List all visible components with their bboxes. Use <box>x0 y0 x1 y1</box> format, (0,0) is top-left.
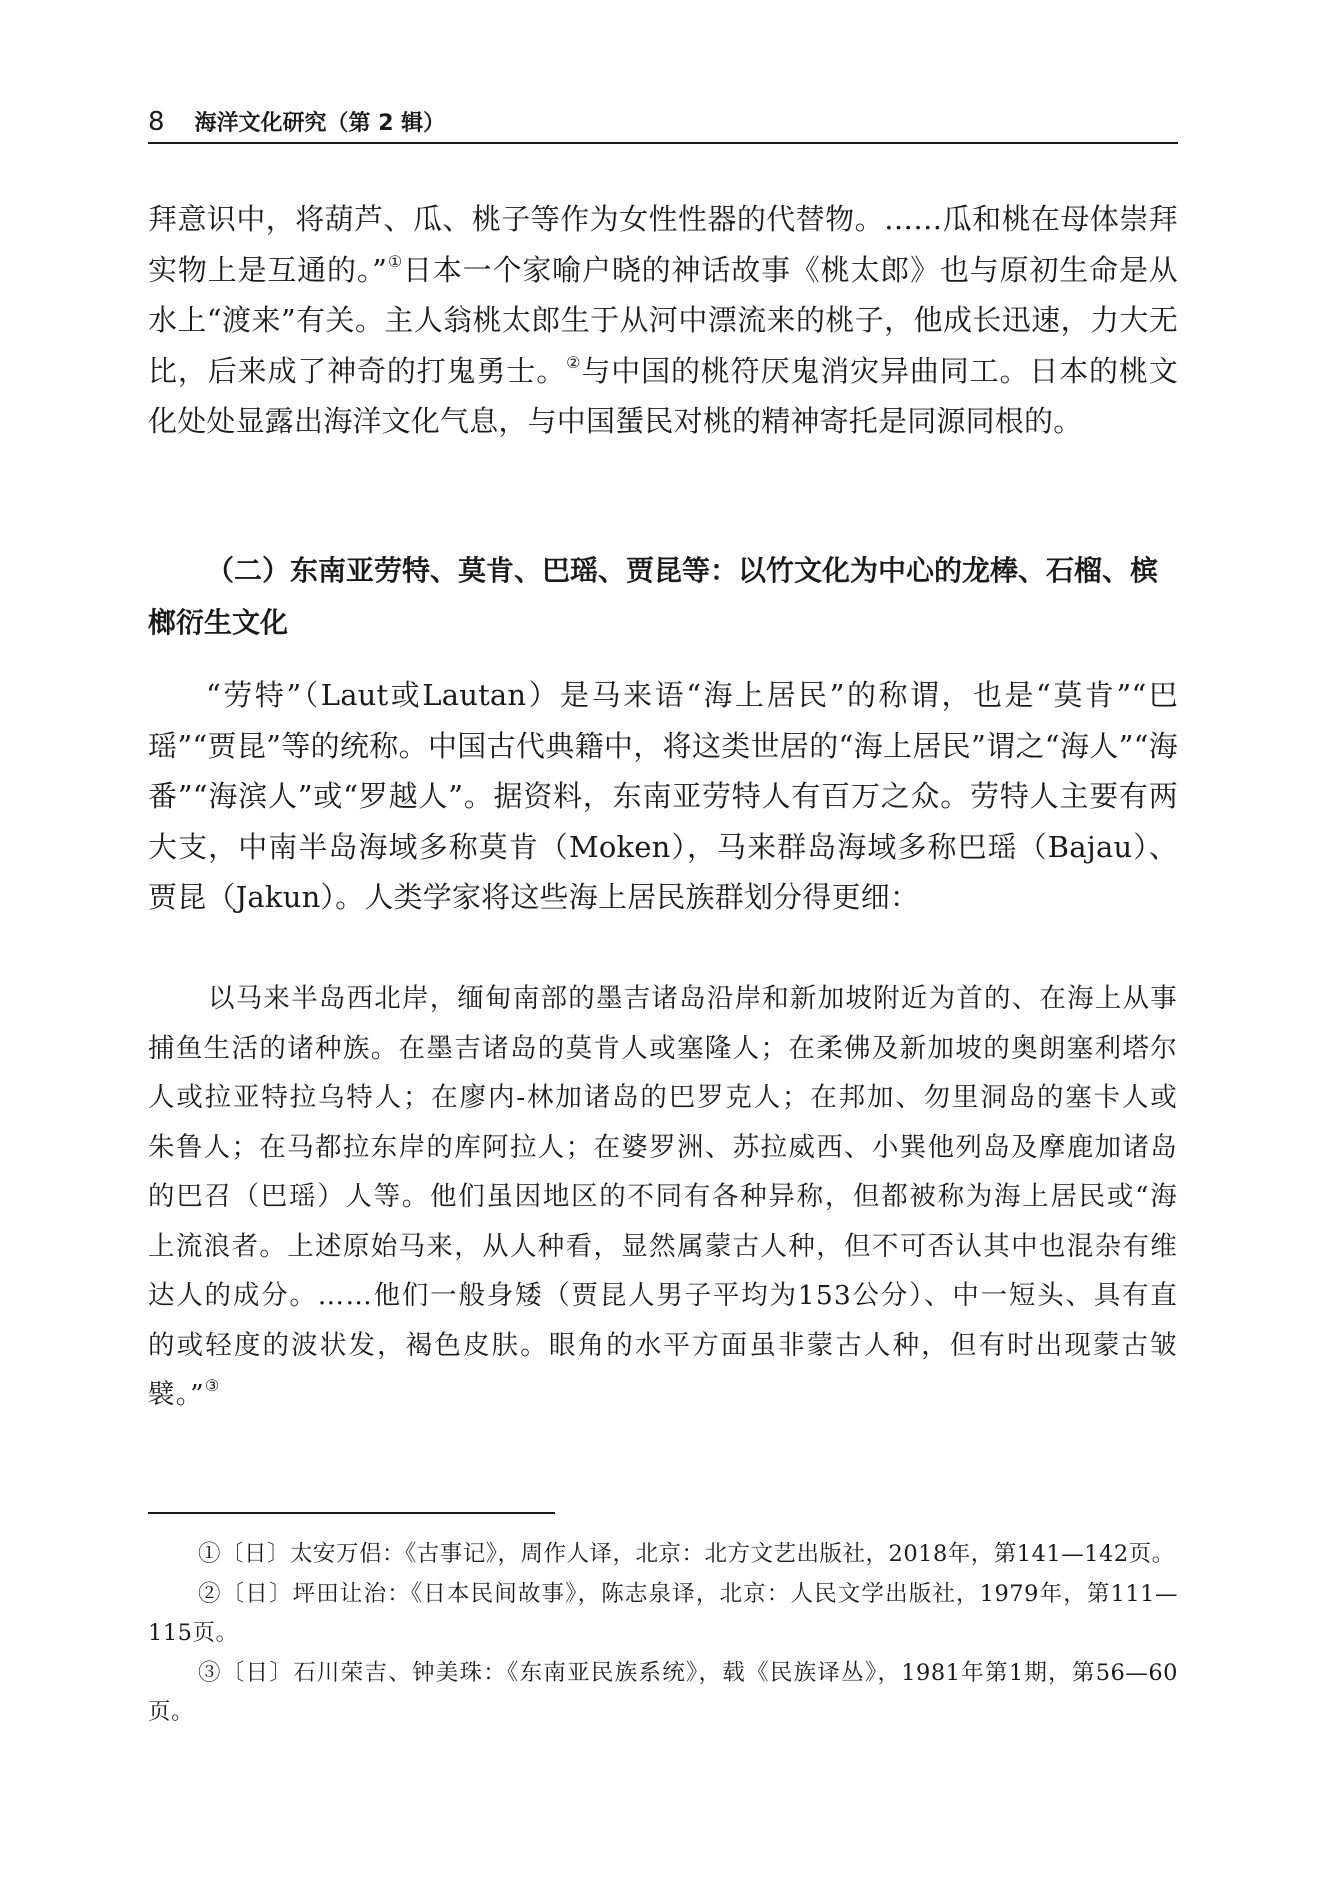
paragraph-1-segment-3: 与中国的桃符厌鬼消灾异曲同工。日本的桃文化处处显露出海洋文化气息，与中国蜑民对桃的精神寄托是同源同根的。 <box>148 353 1178 438</box>
block-quote-text: 以马来半岛西北岸，缅甸南部的墨吉诸岛沿岸和新加坡附近为首的、在海上从事捕鱼生活的诸种族。在墨吉诸岛的莫肯人或塞隆人；在柔佛及新加坡的奥朗塞利塔尔人或拉亚特拉乌特人；在廖内-林加诸岛的巴罗克人；在邦加、勿里洞岛的塞卡人或朱鲁人；在马都拉东岸的库阿拉人；在婆罗洲、苏拉威西、小巽他列岛及摩鹿加诸岛的巴召（巴瑶）人等。他们虽因地区的不同有各种异称，但都被称为海上居民或“海上流浪者。上述原始马来，从人种看，显然属蒙古人种，但不可否认其中也混杂有维达人的成分。……他们一般身矮（贾昆人男子平均为153公分）、中一短头、具有直的或轻度的波状发，褐色皮肤。眼角的水平方面虽非蒙古人种，但有时出现蒙古皱襞。” <box>148 983 1178 1410</box>
footnote-ref-3[interactable]: ③ <box>204 1376 221 1396</box>
block-quote <box>148 974 1178 1420</box>
footnote-ref-1[interactable]: ① <box>387 251 403 271</box>
running-title: 海洋文化研究（第 2 辑） <box>194 111 446 136</box>
paragraph-continued <box>148 194 1178 447</box>
footnote-3: ③〔日〕石川荣吉、钟美珠：《东南亚民族系统》，载《民族译丛》，1981年第1期，第56—60页。 <box>148 1659 1178 1725</box>
footnotes <box>148 1535 1178 1733</box>
footnote-1: ①〔日〕太安万侣：《古事记》，周作人译，北京：北方文艺出版社，2018年，第141—142页。 <box>198 1541 1175 1567</box>
page-number: 8 <box>148 107 165 137</box>
footnote-ref-2[interactable]: ② <box>566 352 582 372</box>
running-header <box>148 102 1178 142</box>
paragraph-1-segment-1: 拜意识中，将葫芦、瓜、桃子等作为女性性器的代替物。……瓜和桃在母体崇拜实物上是互通的。” <box>148 202 1178 287</box>
paragraph-1-segment-2: 日本一个家喻户晓的神话故事《桃太郎》也与原初生命是从水上“渡来”有关。主人翁桃太郎生于从河中漂流来的桃子，他成长迅速，力大无比，后来成了神奇的打鬼勇士。 <box>148 252 1178 388</box>
section-heading: （二）东南亚劳特、莫肯、巴瑶、贾昆等：以竹文化为中心的龙棒、石榴、槟榔衍生文化 <box>148 554 1159 639</box>
footnote-rule <box>148 1512 555 1514</box>
header-rule <box>148 142 1178 144</box>
paragraph-laut: “劳特”（Laut或Lautan）是马来语“海上居民”的称谓，也是“莫肯”“巴瑶”“贾昆”等的统称。中国古代典籍中，将这类世居的“海上居民”谓之“海人”“海番”“海滨人”或“罗越人”。据资料，东南亚劳特人有百万之众。劳特人主要有两大支，中南半岛海域多称莫肯（Moken），马来群岛海域多称巴瑶（Bajau）、贾昆（Jakun）。人类学家将这些海上居民族群划分得更细： <box>148 678 1178 914</box>
footnote-2: ②〔日〕坪田让治：《日本民间故事》，陈志泉译，北京：人民文学出版社，1979年，第111—115页。 <box>148 1580 1178 1646</box>
